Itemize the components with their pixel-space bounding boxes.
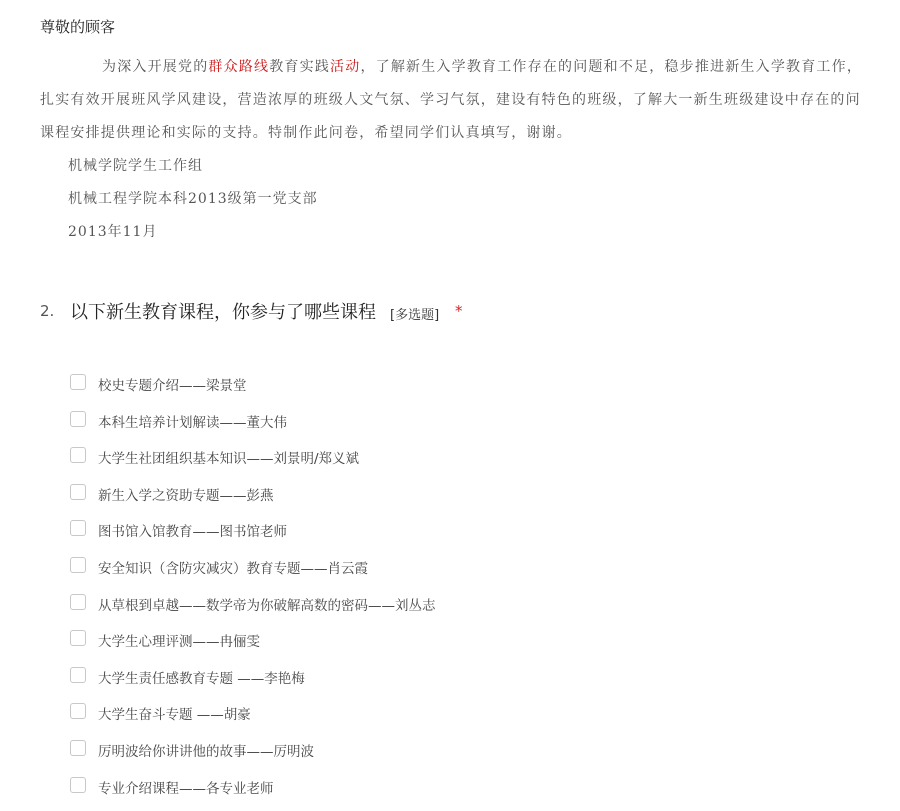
option-label[interactable]: 大学生奋斗专题 ——胡豪 (98, 707, 251, 724)
option-item[interactable] (70, 701, 870, 738)
option-item[interactable] (70, 409, 870, 446)
option-label[interactable]: 专业介绍课程——各专业老师 (98, 780, 274, 797)
option-item[interactable] (70, 738, 870, 775)
greeting: 尊敬的顾客 (40, 18, 116, 36)
option-item[interactable] (70, 592, 870, 629)
required-mark: * (455, 302, 463, 320)
option-item[interactable] (70, 665, 870, 702)
option-item[interactable] (70, 445, 870, 482)
checkbox[interactable] (70, 557, 86, 573)
option-item[interactable] (70, 372, 870, 409)
checkbox[interactable] (70, 777, 86, 793)
option-item[interactable] (70, 518, 870, 555)
intro-paragraph-line-1 (102, 56, 862, 76)
intro-text: 为深入开展党的 (102, 59, 209, 75)
option-label[interactable]: 校史专题介绍——梁景堂 (98, 378, 247, 394)
question-title: 以下新生教育课程，你参与了哪些课程 (70, 302, 376, 323)
intro-paragraph-line-3: 课程安排提供理论和实际的支持。特制作此问卷，希望同学们认真填写，谢谢。 (40, 125, 572, 141)
option-item[interactable] (70, 555, 870, 592)
options-list (70, 372, 870, 811)
checkbox[interactable] (70, 447, 86, 463)
checkbox[interactable] (70, 667, 86, 683)
option-label[interactable]: 大学生心理评测——冉俪雯 (98, 634, 260, 651)
option-label[interactable]: 本科生培养计划解读——董大伟 (98, 414, 287, 431)
signature-organization: 机械学院学生工作组 (68, 158, 203, 174)
option-item[interactable] (70, 482, 870, 519)
option-label[interactable]: 安全知识（含防灾减灾）教育专题——肖云霞 (98, 560, 368, 577)
intro-text: ，了解新生入学教育工作存在的问题和不足，稳步推进新生入学教育工作， (360, 59, 863, 75)
checkbox[interactable] (70, 594, 86, 610)
highlight-text: 群众路线 (208, 59, 270, 75)
checkbox[interactable] (70, 520, 86, 536)
question-number: 2. (40, 302, 55, 320)
option-label[interactable]: 大学生社团组织基本知识——刘景明/郑义斌 (98, 451, 360, 468)
checkbox[interactable] (70, 374, 86, 390)
intro-paragraph-line-2: 扎实有效开展班风学风建设，营造浓厚的班级人文气氛、学习气氛，建设有特色的班级，了解大一新生班级建设中存在的问 (40, 92, 861, 108)
option-item[interactable] (70, 628, 870, 665)
question-type-label: [多选题] (390, 308, 440, 323)
signature-date: 2013年11月 (68, 224, 158, 240)
checkbox[interactable] (70, 740, 86, 756)
checkbox[interactable] (70, 630, 86, 646)
checkbox[interactable] (70, 411, 86, 427)
highlight-text: 活动 (330, 59, 361, 75)
checkbox[interactable] (70, 484, 86, 500)
option-label[interactable]: 大学生责任感教育专题 ——李艳梅 (98, 670, 305, 687)
option-label[interactable]: 新生入学之资助专题——彭燕 (98, 487, 274, 504)
option-label[interactable]: 图书馆入馆教育——图书馆老师 (98, 524, 287, 541)
checkbox[interactable] (70, 703, 86, 719)
option-label[interactable]: 从草根到卓越——数学帝为你破解高数的密码——刘丛志 (98, 597, 436, 614)
option-label[interactable]: 厉明波给你讲讲他的故事——厉明波 (98, 743, 314, 760)
option-item[interactable] (70, 775, 870, 811)
intro-text: 教育实践 (269, 59, 331, 75)
signature-party-branch: 机械工程学院本科2013级第一党支部 (68, 191, 318, 207)
